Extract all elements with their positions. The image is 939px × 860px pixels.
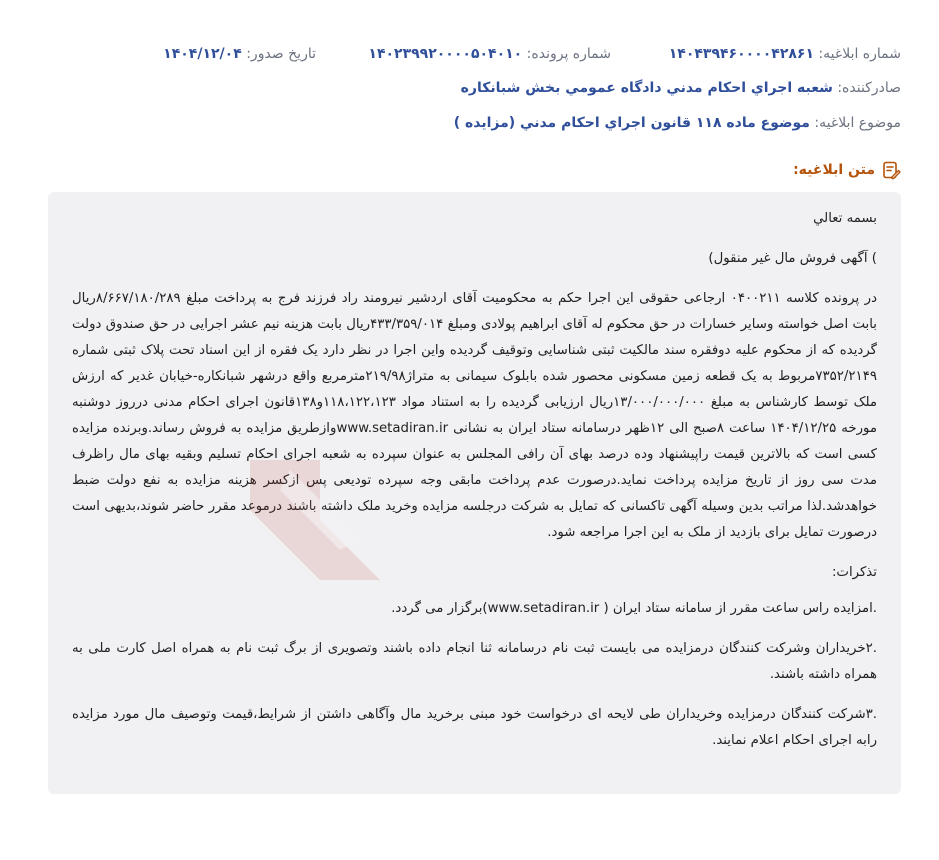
case-number [368, 46, 611, 62]
issuer-value: شعبه اجراي احكام مدني دادگاه عمومي بخش شبانكاره [460, 80, 833, 96]
notice-heading: ) آگهی فروش مال غیر منقول) [708, 251, 877, 266]
greeting: بسمه تعالي [813, 211, 877, 226]
issue-date-label: تاریخ صدور: [246, 46, 316, 62]
subject-line [40, 115, 901, 131]
issuer-line [40, 80, 901, 96]
notice-meta-row [40, 46, 901, 68]
issue-date [163, 46, 316, 62]
issuer-label: صادرکننده: [837, 80, 901, 96]
note-2: .۲خریداران وشرکت کنندگان درمزایده می بایست ثبت نام درسامانه ثنا انجام داده باشند وتصویری از برگ ثبت نام به همراه اصل کارت ملی به همراه داشته باشند. [72, 641, 877, 682]
subject-value: موضوع ماده ۱۱۸ قانون اجراي احكام مدني (مزايده ) [453, 115, 810, 131]
note-3: .۳شرکت کنندگان درمزایده وخریداران طی لایحه ای درخواست خود مبنی برخرید مال وآگاهی داشتن از شرایط،قیمت وتوصیف مال مورد مزایده رابه اجرای احکام اعلام نمایند. [72, 707, 877, 748]
notice-number-value: ۱۴۰۴۳۹۴۶۰۰۰۰۴۲۸۶۱ [668, 46, 814, 62]
notice-text-heading-label: متن ابلاغیه: [793, 162, 875, 178]
subject-label: موضوع ابلاغیه: [814, 115, 901, 131]
document-edit-icon [881, 160, 901, 180]
notes-title: تذکرات: [831, 565, 877, 580]
note-1: .امزایده راس ساعت مقرر از سامانه ستاد ایران ( www.setadiran.ir)برگزار می گردد. [391, 601, 877, 616]
issue-date-value: ۱۴۰۴/۱۲/۰۴ [163, 46, 242, 62]
notice-main-paragraph: در پرونده کلاسه ۰۴۰۰۲۱۱ ارجاعی حقوقی این اجرا حکم به محکومیت آقای اردشیر نیرومند راد فرزند فرج به پرداخت مبلغ ۸/۶۶۷/۱۸۰/۲۸۹ریال بابت اصل خواسته وسایر خسارات در حق محکوم له آقای ابراهیم پولادی ومبلغ ۴۳۳/۳۵۹/۰۱۴ریال بابت هزینه نیم عشر اجرایی در حق صندوق دولت گردیده که از محکوم علیه دوفقره سند مالکیت ثبتی شناسایی وتوقیف گردیده واین اجرا در نظر دارد یک فقره از این اسناد تحت پلاک ثبتی شماره ۷۳۵۲/۲۱۴۹مربوط به یک قطعه زمین مسکونی محصور شده بابلوک سیمانی به متراژ۲۱۹/۹۸مترمربع واقع درشهر شبانکاره-خیابان غدیر که ارزش ملک توسط کارشناس به مبلغ ۱۳/۰۰۰/۰۰۰/۰۰۰ریال ارزیابی گردیده را به استناد مواد ۱۱۸،۱۲۲،۱۲۳و۱۳۸قانون اجرای احکام مدنی درروز دوشنبه مورخه ۱۴۰۴/۱۲/۲۵ ساعت ۸صبح الی ۱۲ظهر درسامانه ستاد ایران به نشانی www.setadiran.irوازطریق مزایده به فروش رساند.وبرنده مزایده کسی است که بالاترین قیمت راپیشنهاد وده درصد بهای آن رافی المجلس به عنوان سپرده به شعبه اجرای احکام تسلیم وبقیه بهای مال راظرف مدت سی روز از تاریخ مزایده پرداخت نماید.درصورت عدم پرداخت مابقی وجه سپرده تودیعی پس ازکسر هزینه مزایده به نفع دولت ضبط خواهدشد.لذا مراتب بدین وسیله آگهی تاکسانی که تمایل به شرکت درجلسه مزایده وخرید ملک داشته باشند درموعد مقرر حاضر شوند،بدیهی است درصورت تمایل برای بازدید از ملک به این اجرا مراجعه شود. [72, 291, 878, 540]
case-number-label: شماره پرونده: [526, 46, 611, 62]
notice-text-heading [793, 160, 901, 180]
case-number-value: ۱۴۰۲۳۹۹۲۰۰۰۰۵۰۴۰۱۰ [368, 46, 523, 62]
notice-body [48, 192, 901, 794]
notice-number [669, 46, 901, 62]
notice-number-label: شماره ابلاغیه: [818, 46, 901, 62]
